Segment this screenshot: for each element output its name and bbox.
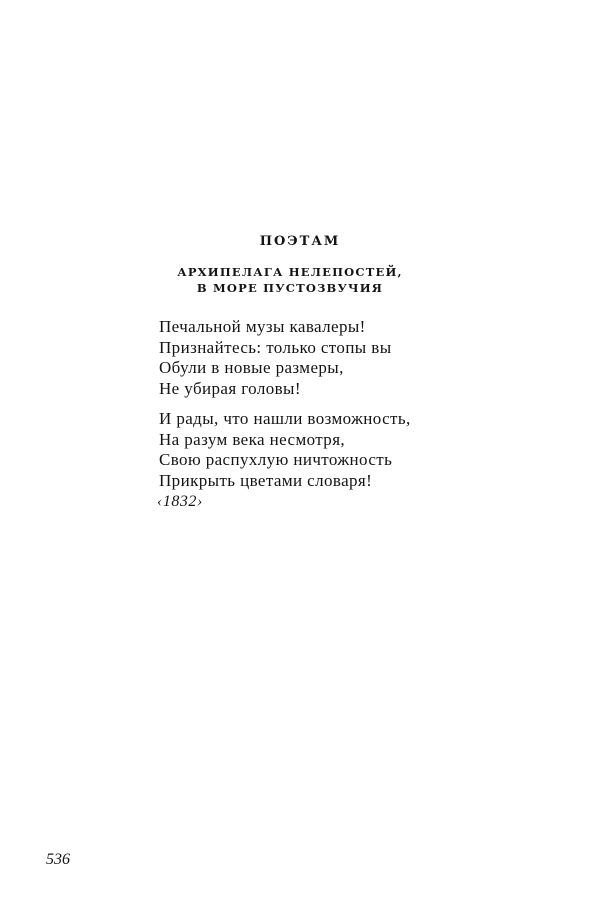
poem-date: ‹1832› [157, 493, 203, 510]
poem-line: Свою распухлую ничтожность [159, 450, 393, 469]
poem-subtitle [0, 264, 580, 296]
poem-stanza [159, 317, 392, 399]
poem-line: На разум века несмотря, [159, 429, 346, 449]
poem-subtitle-line: АРХИПЕЛАГА НЕЛЕПОСТЕЙ, [177, 265, 403, 279]
poem-stanza [159, 409, 411, 491]
poem-title: ПОЭТАМ [259, 234, 341, 249]
poem-line: Признайтесь: только стопы вы [159, 337, 392, 357]
poem-subtitle-line: В МОРЕ ПУСТОЗВУЧИЯ [196, 281, 384, 295]
poem-line: Не убирая головы! [159, 378, 301, 398]
poem-line: И рады, что нашли возможность, [159, 409, 411, 428]
poem-line: Прикрыть цветами словаря! [159, 470, 373, 490]
poem-line: Печальной музы кавалеры! [159, 317, 366, 336]
page-number: 536 [46, 851, 70, 868]
poem-line: Обули в новые размеры, [159, 358, 344, 377]
